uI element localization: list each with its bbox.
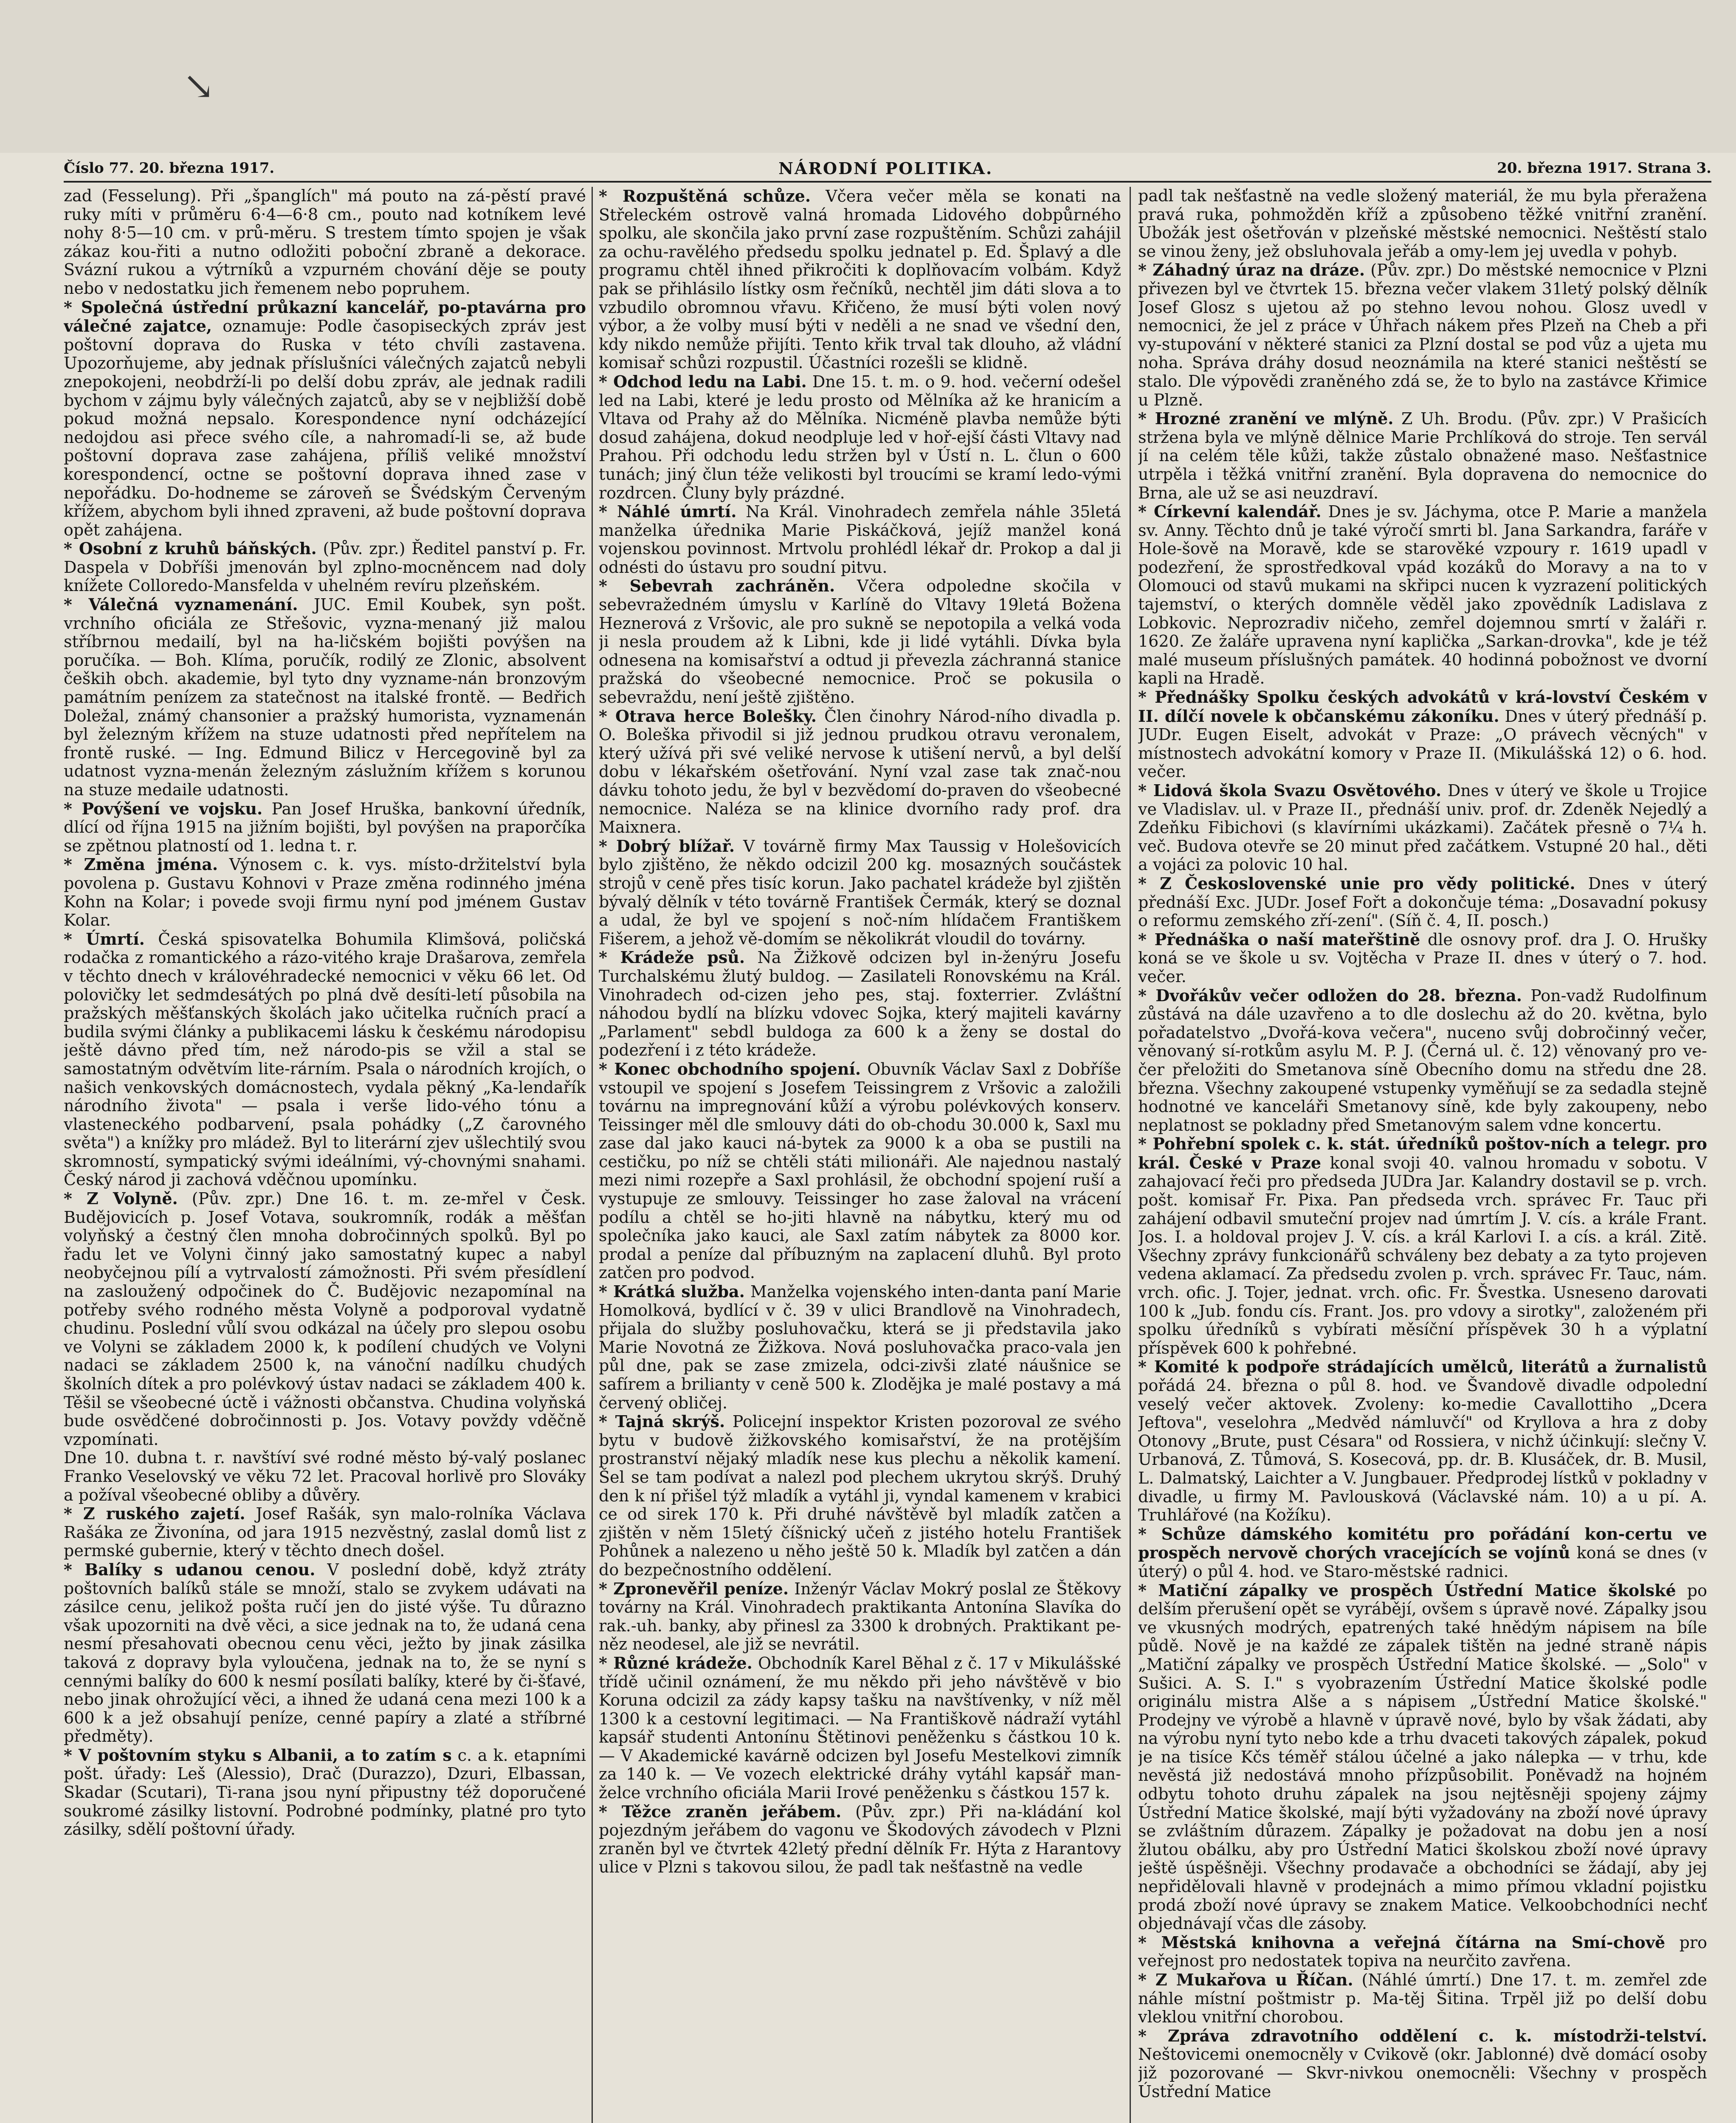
article — [599, 948, 1121, 1060]
article-text: dle osnovy prof. dra J. O. Hrušky koná se ve škole u sv. Vojtěcha v Praze II. dnes v úterý o 7. hod. večer. — [1138, 930, 1707, 986]
article-text: V poslední době, když ztráty poštovních balíků stále se množí, stalo se zvykem udávati na zásilce cenu, jelikož pošta ručí jen do jisté výše. Tu důrazno však upozorniti na dvě věci, a sice jednak na to, že udaná cena nesmí přesahovati obecnou cenu věci, ježto by jinak zásilka taková z dopravy byla vyloučena, jednak na to, že se nyní s cennými balíky do 600 k nesmí posílati balíky, které by či-šťavé, nebo jinak ohrožující věci, a ihned že udaná cena mezi 100 k a 600 k a jež obsahují peníze, cenné papíry a zlaté a stříbrné předměty). — [64, 1560, 586, 1746]
article — [1138, 502, 1707, 688]
column-2 — [599, 187, 1121, 2123]
article-heading: * Zpronevěřil peníze. — [599, 1579, 789, 1598]
article-text: Dne 10. dubna t. r. navštíví své rodné město bý-valý poslanec Franko Veselovský ve věku 72 let. Pracoval horlivě pro Slováky a požíval všeobecné obliby a důvěry. — [64, 1448, 586, 1504]
issue-info: Číslo 77. 20. března 1917. — [64, 160, 275, 177]
article-heading: * Tajná skrýš. — [599, 1412, 725, 1431]
article — [1138, 688, 1707, 781]
article-text: Člen činohry Národ-ního divadla p. O. Boleška přivodil si již jednou prudkou otravu veronalem, který užívá při své veliké nervose k utišení nervů, a byl delší dobu v lékařském ošetřování. Nyní vzal zase tak znač-nou dávku tohoto jedu, že byl v bezvědomí do-praven do všeobecné nemocnice. Naléza se na klinice dvorního rady prof. dra Maixnera. — [599, 707, 1121, 837]
article-text: Pan Josef Hruška, bankovní úředník, dlící od října 1915 na jižním bojišti, byl povýšen na praporčíka se zpětnou platností od 1. ledna t. r. — [64, 799, 586, 855]
article-heading: * Úmrtí. — [64, 929, 145, 949]
article-heading: * Společná ústřední průkazní kancelář, po-ptavárna pro válečné zajatce, — [64, 297, 586, 336]
article-text: Dne 15. t. m. o 9. hod. večerní odešel led na Labi, které je ledu prosto od Mělníka až ke hranicím a Vltava od Prahy až do Mělníka. Nicméně plavba nemůže býti dosud zahájena, dokud neodpluje led v hoř-ejší části Vltavy nad Prahou. Při odchodu ledu stržen byl v Ústí n. L. člun o 600 tunách; jiný člun téže velikosti byl troucími se kramí ledo-vými rozdrcen. Čluny byly prázdné. — [599, 372, 1121, 502]
article-text: pro veřejnost pro nedostatek topiva na neurčito zavřena. — [1138, 1933, 1707, 1971]
article — [599, 1412, 1121, 1579]
article — [1138, 1581, 1707, 1933]
article — [1138, 1525, 1707, 1581]
article-text: Dnes je sv. Jáchyma, otce P. Marie a manžela sv. Anny. Těchto dnů je také výročí smrti bl. Jana Sarkandra, faráře v Hole-šově na Moravě, kde se starověké vzpoury r. 1619 upadl v podezření, že sprostředkoval vpád kozáků do Moravy a na to v Olomouci od stavů mukami na skřipci nucen k vyzrazení politických tajemství, o kterých domněle věděl jako zpovědník Ladislava z Lobkovic. Neprozradiv ničeho, zemřel dojemnou smrtí v žaláři r. 1620. Ze žaláře upravena nyní kaplička „Sarkan-drovka", kde je též malé museum příslušných památek. 40 hodinná pobožnost ve dvorní kapli na Hradě. — [1138, 502, 1707, 688]
article — [599, 372, 1121, 502]
article-text: Dnes v úterý přednáší p. JUDr. Eugen Eiselt, advokát v Praze: „O právech věcných" v místnostech advokátní komory v Praze II. (Mikulášská 12) o 6. hod. večer. — [1138, 707, 1707, 781]
article-heading: * Církevní kalendář. — [1138, 502, 1322, 521]
article-text: Výnosem c. k. vys. místo-držitelství byla povolena p. Gustavu Kohnovi v Praze změna rodinného jména Kohn na Kolar; i povede svoji firmu nyní pod jménem Gustav Kolar. — [64, 855, 586, 930]
article-text: Obchodník Karel Běhal z č. 17 v Mikulášské třídě učinil oznámení, že mu někdo při jeho návštěvě v bio Koruna odcizil za zády kapsy tašku na navštívenky, v níž měl 1300 k a cestovní legitimaci. — Na Františkově nádraží vytáhl kapsář studenti Antonínu Štětinovi peněženku s částkou 10 k. — V Akademické kavárně odcizen byl Josefu Mestelkovi zimník za 140 k. — Ve vozech elektrické dráhy vytáhl kapsář man-želce vrchního oficiála Marii Irové peněženku s částkou 157 k. — [599, 1653, 1121, 1802]
article — [64, 298, 586, 540]
article-heading: * Zpráva zdravotního oddělení c. k. místodrži-telství. — [1138, 2026, 1707, 2045]
article — [64, 1560, 586, 1746]
article — [64, 595, 586, 800]
article — [1138, 1933, 1707, 1971]
column-divider — [1130, 187, 1131, 2123]
article-text: (Náhlé úmrtí.) Dne 17. t. m. zemřel zde náhle místní poštmistr p. Ma-těj Šitina. Trpěl již po delší dobu vleklou vnitřní chorobou. — [1138, 1971, 1707, 2027]
article-heading: * Sebevrah zachráněn. — [599, 576, 835, 596]
page-header — [64, 155, 1711, 183]
article-heading: * Hrozné zranění ve mlýně. — [1138, 409, 1394, 428]
article-heading: * Dobrý blížař. — [599, 836, 735, 856]
article-text: Z Uh. Brodu. (Pův. zpr.) V Prašicích stržena byla ve mlýně dělnice Marie Prchlíková do stroje. Ten servál jí na celém těle kůži, takže zůstalo obnažené maso. Nešťastnice utrpěla i těžká vnitřní zranění. Byla dopravena do nemocnice do Brna, ale už se asi neuzdraví. — [1138, 409, 1707, 502]
article-text: Dnes v úterý přednáší Exc. JUDr. Josef Fořt a dokončuje téma: „Dosavadní pokusy o reformu zemského zří-zení". (Síň č. 4, II. posch.) — [1138, 874, 1707, 930]
article — [1138, 1971, 1707, 2027]
article-heading: * Záhadný úraz na dráze. — [1138, 260, 1365, 280]
article-heading: * Z Volyně. — [64, 1189, 178, 1208]
article-heading: * Těžce zraněn jeřábem. — [599, 1802, 842, 1821]
article-heading: * Schůze dámského komitétu pro pořádání kon-certu ve prospěch nervově chorých vracejících se vojínů — [1138, 1524, 1707, 1563]
article — [64, 800, 586, 856]
article-heading: * Přednášky Spolku českých advokátů v krá-lovství Českém v II. dílčí novele k občanskému zákoníku. — [1138, 687, 1707, 726]
article-text: Manželka vojenského inten-danta paní Marie Homolková, bydlící v č. 39 v ulici Brandlově na Vinohradech, přijala do služby posluhovačku, která se ji představila jako Marie Novotná ze Žižkova. Nová posluhovačka praco-vala jen půl dne, pak se zase zmizela, odci-zivši zlaté náušnice se safírem a brilianty v ceně 500 k. Zlodějka je malé postavy a má červený obličej. — [599, 1282, 1121, 1412]
article-text: Obuvník Václav Saxl z Dobříše vstoupil ve spojení s Josefem Teissingrem z Vršovic a založili továrnu na impregnování kůží a výrobu polévkových konserv. Teissinger měl dle smlouvy dáti do ob-chodu 30.000 k, Saxl mu zase dal jako kauci ná-bytek za 9000 k a oba se pustili na cestičku, po níž se chtěli státi milionáři. Ale najednou nastalý mezi nimi rozepře a Saxl prohlásil, že obchodní spojení ruší a vystupuje ze smlouvy. Teissinger ho zase žaloval na vrácení podílu a chtěl se ho-jiti hlavně na nábytku, který mu od společníka jako kauci, ale Saxl zatím nábytek za 8000 kor. prodal a peníze dal příbuzným na zaplacení dluhů. Byl proto zatčen pro podvod. — [599, 1059, 1121, 1282]
column-3 — [1138, 187, 1707, 2123]
article-text: Česká spisovatelka Bohumila Klimšová, poličská rodačka z romantického a rázo-vitého kraje Drašarova, zemřela v těchto dnech v královéhradecké nemocnici v věku 66 let. Od polovičky let sedmdesátých po plná dvě desíti-letí působila na pražských měšťanských školách jako učitelka ručních prací a budila svými články a publikacemi lásku k českému národopisu ještě dávno před tím, než národo-pis se vžil a stal se samostatným odvětvím lite-rárním. Psala o národních krojích, o našich venkovských domácnostech, vydala pěkný „Ka-lendařík národního života" — psala i verše lido-vého tónu a vlasteneckého podbarvení, psala pohádky („Z čarovného světa") a knížky pro mládež. Byl to literární zjev ušlechtilý svou skromností, sympatický svými ideálními, vý-chovnými snahami. Český národ ji zachová vděčnou upomínku. — [64, 929, 586, 1189]
article-text: oznamuje: Podle časopiseckých zpráv jest poštovní doprava do Ruska v této chvíli zastavena. Upozorňujeme, aby jednak příslušníci válečných zajatců nebyli znepokojeni, neobdrží-li po delší dobu zpráv, ale jednak radili bychom v zájmu byly válečných zajatců, aby se v nejbližší době pokud možná nepsalo. Korespondence nyní odcházející nedojdou asi přece svého cíle, a nahromadí-li se, až bude poštovní doprava zase zahájena, příliš veliké množství korespondencí, octne se poštovní doprava ihned zase v nepořádku. Do-hodneme se zároveň se Švédským Červeným křížem, abychom byli ihned zpraveni, až bude poštovní doprava opět zahájena. — [64, 317, 586, 539]
article — [1138, 781, 1707, 874]
article-heading: * Změna jména. — [64, 855, 218, 874]
article-text: Včera odpoledne skočila v sebevražedném úmyslu v Karlíně do Vltavy 19letá Božena Heznerová z Vršovic, ale pro sukně se nepotopila a velká voda ji nesla proudem až k Libni, kde ji lidé vytáhli. Dívka byla odnesena na komisařství a odtud ji převezla záchranná stanice pražská do všeobecné nemocnice. Proč se pokusila o sebevraždu, není ještě zjištěno. — [599, 577, 1121, 707]
article-text: (Pův. zpr.) Dne 16. t. m. ze-mřel v Česk. Budějovicích p. Josef Votava, soukromník, rodák a měšťan volyňský a čestný člen mnoha dobročinných spolků. Byl po řadu let ve Volyni činný jako samostatný kupec a nabyl neobyčejnou pílí a vytrvalostí zámožnosti. Při svém přesídlení na zasloužený odpočinek do Č. Budějovic nezapomínal na potřeby svého rodného města Volyně a podporoval vydatně chudinu. Poslední vůlí svou odkázal na účely pro slepou osobu ve Volyni se základem 2000 k, k podílení chudých ve Volyni nadaci se základem 2500 k, na vánoční nadílku chudých školních dítek a pro polévkový ústav nadaci se základem 400 k. Těšil se všeobecné úctě i vážnosti občanstva. Chudina volyňská bude osvědčené dobročinnosti p. Jos. Votavy povždy vděčně vzpomínati. — [64, 1189, 586, 1449]
article-heading: * Pohřební spolek c. k. stát. úředníků poštov-ních a telegr. pro král. České v Praze — [1138, 1134, 1707, 1172]
article-heading: * Z Československé unie pro vědy politické. — [1138, 873, 1575, 893]
article — [64, 1504, 586, 1560]
article-heading: * Matiční zápalky ve prospěch Ústřední Matice školské — [1138, 1580, 1676, 1600]
article — [64, 1189, 586, 1449]
article — [599, 577, 1121, 707]
article — [64, 1746, 586, 1839]
article-text: Včera večer měla se konati na Střeleckém ostrově valná hromada Lidového dobpůrného spolku, ale skončila jako první zase rozpuštěním. Schůzi zahájil za ochu-ravělého předsedu spolku jednatel p. Ed. Šplavý a dle programu chtěl ihned přikročiti k doplňovacím volbám. Když pak se přihlásilo lístky osm řečníků, nechtěl jim dáti slova a to vzbudilo obromnou vřavu. Křičeno, že musí býti volen nový výbor, a že volby musí býti v neděli a ne snad ve všední den, kdy nikdo nemůže přijíti. Tento křik trval tak dlouho, až vládní komisař schůzi rozpustil. Účastníci rozešli se klidně. — [599, 187, 1121, 372]
article — [1138, 930, 1707, 986]
article-text: Josef Rašák, syn malo-rolníka Václava Rašáka ze Živonína, od jara 1915 nezvěstný, zaslal domů list z permské gubernie, který v těchto dnech došel. — [64, 1504, 586, 1560]
article — [64, 1449, 586, 1504]
article-heading: * Rozpuštěná schůze. — [599, 187, 811, 206]
scan-margin — [0, 0, 1736, 153]
article — [1138, 409, 1707, 502]
article-heading: * Otrava herce Bolešky. — [599, 706, 817, 726]
article — [599, 1282, 1121, 1412]
article — [599, 1060, 1121, 1282]
article-heading: * Povýšení ve vojsku. — [64, 799, 263, 818]
article-heading: * Válečná vyznamenání. — [64, 595, 298, 614]
article — [64, 855, 586, 929]
article — [1138, 2027, 1707, 2101]
article-text: zad (Fesselung). Při „španglích" má pouto na zá-pěstí pravé ruky míti v průměru 6·4—6·8 cm., pouto nad kotníkem levé nohy 8·5—10 cm. v prů-měru. S trestem tímto spojen je však zákaz kou-řiti a nutno odložiti poboční zbraně a dekorace. Svázní rukou a výtrníků a vzpurném chování děje se pouty nebo v nedostatku jich řemenem nebo popruhem. — [64, 187, 586, 298]
article-heading: * Krátká služba. — [599, 1282, 745, 1301]
article-text: Inženýr Václav Mokrý poslal ze Štěkovy továrny na Král. Vinohradech praktikanta Antonína Slavíka do rak.-uh. banky, aby přinesl za 3300 k drobných. Praktikant pe-něz neodesel, ale již se nevrátil. — [599, 1579, 1121, 1654]
article — [599, 837, 1121, 949]
article-heading: * Odchod ledu na Labi. — [599, 372, 807, 391]
article-heading: * Konec obchodního spojení. — [599, 1059, 861, 1078]
article-text: konal svoji 40. valnou hromadu v sobotu. V zahajovací řeči pro předseda JUDra Jar. Kalandry dostavil se p. vrch. pošt. komisař Fr. Pixa. Pan předseda vrch. správec Fr. Tauc při zahájení odbavil smuteční projev nad úmrtím J. V. cís. a krále Frant. Jos. I. a holdoval projev J. V. cís. a král Karlovi I. a cís. a král. Zitě. Všechny zprávy funkcionářů schváleny bez debaty a za tyto projeven vedena aklamací. Za předsedu zvolen p. vrch. správec Fr. Tauc, nám. vrch. ofic. J. Tojer, jednat. vrch. ofic. Fr. Švestka. Usneseno darovati 100 k „Jub. fondu cís. Frant. Jos. pro vdovy a sirotky", založeném při spolku úředníků s vybírati měsíční příspěvek 30 h a výplatní příspěvek 600 k pohřebné. — [1138, 1153, 1707, 1357]
article — [1138, 1357, 1707, 1524]
article — [1138, 1135, 1707, 1357]
article-text: pořádá 24. března o půl 8. hod. ve Švandově divadle odpolední veselý večer aktovek. Zvoleny: ko-medie Cavallottiho „Dcera Jeftova", veselohra „Medvěd námluvčí" od Kryllova a hra z doby Otonovy „Brute, pust Césara" od Rossiera, v nichž účinkují: slečny V. Urbanová, Z. Tůmová, S. Kosecová, pp. dr. B. Klusáček, dr. B. Musil, L. Dalmatský, Laichter a V. Jungbauer. Předprodej lístků v pokladny v divadle, u firmy M. Pavlousková (Václavské nám. 10) a u pí. A. Truhlářové (na Kožíku). — [1138, 1376, 1707, 1525]
article-text: Na Král. Vinohradech zemřela náhle 35letá manželka úřednika Marie Piskáčková, jejíž manžel koná vojenskou povinnost. Mrtvolu prohlédl lékař dr. Prokop a dal ji odnésti do ústavu pro soudní pitvu. — [599, 502, 1121, 577]
article-heading: * Přednáška o naší mateřštině — [1138, 929, 1420, 949]
article-text: Na Žižkově odcizen byl in-ženýru Josefu Turchalskému žlutý buldog. — Zasilateli Ronovskému na Král. Vinohradech od-cizen jeho pes, staj. foxterrier. Zvláštní náhodou bydlí na blízku vdovec Sojka, který majiteli kavárny „Parlament" sebdl buldoga za 600 k a ženy se dostal do podezření i z této krádeže. — [599, 948, 1121, 1060]
article-heading: * Dvořákův večer odložen do 28. března. — [1138, 985, 1522, 1005]
article-heading: * Balíky s udanou cenou. — [64, 1560, 316, 1579]
article-text: po delším přerušení opět se vyrábějí, ovšem s úpravě nové. Zápalky jsou ve vkusných modrých, epatrených také hnědým nápisem na bíle půdě. Nově je na každé ze zápalek tištěn na jedné straně nápis „Matiční zápalky ve prospěch Ústřední Matice školské. — „Solo" v Sušici. A. S. I." s vyobrazením Ústřední Matice školské podle originálu mistra Alše a s nápisem „Ústřední Matice školské." Prodejny ve výrobě a hlavně v úpravě nové, bylo by však žádati, aby na výrobu nyní tyto nebo kde a trhu dvaceti takových zápalek, pokud je na tisíce Kčs téměř stálou účelné a jako nálepka — v trhu, kde nevěstá již nedostává mnoho přízpůsobilit. Poněvadž na hojném odbytu tohoto druhu zápalek na jsou nejtěsněji spojeny zájmy Ústřední Matice školské, mají býti vyžadovány na zboží nové úpravy se zvláštním důrazem. Zápalky je požadovat na dobu jen a nosí žlutou obálku, aby pro Ústřední Matici školskou zboží nové úpravy ještě úspěšněji. Všechny prodavače a obchodníci se žádají, aby jej nepřidělovali hlavně v prodejnách a mimo přímou vkladní pojistku prodá zboží nové úpravy se znakem Matice. Velkoobchodníci nechť objednávají včas dle zásoby. — [1138, 1581, 1707, 1933]
article-text: (Pův. zpr.) Při na-kládání kol pojezdným jeřábem do vagonu ve Škodových závodech v Plzni zraněn byl ve čtvrtek 42letý přední dělník Fr. Hýta z Harantovy ulice v Plzni s takovou silou, že padl tak nešťastně na vedle — [599, 1802, 1121, 1877]
article-heading: * Městská knihovna a veřejná čítárna na Smí-chově — [1138, 1932, 1666, 1952]
article-heading: * Krádeže psů. — [599, 948, 745, 967]
article-heading: * Různé krádeže. — [599, 1653, 752, 1672]
article — [599, 1802, 1121, 1877]
article-text: koná se dnes (v úterý) o půl 4. hod. ve Staro-městské radnici. — [1138, 1543, 1707, 1581]
newspaper-title: NÁRODNÍ POLITIKA. — [778, 158, 993, 178]
article-text: padl tak nešťastně na vedle složený materiál, že mu byla přeražena pravá ruka, pohmožděn kříž a způsobeno těžké vnitřní zranění. Ubožák jest ošetřován v plzeňské městské nemocnici. Neštěstí stalo se vinou ženy, jež obsluhovala jeřáb a omy-lem jej uvedla v pohyb. — [1138, 187, 1707, 261]
article — [1138, 986, 1707, 1135]
ink-mark-icon: ↘ — [183, 64, 215, 108]
article-text: Neštovicemi onemocněly v Cvikově (okr. Jablonné) dvě domácí osoby již pozorované — Skvr-nivkou onemocněli: Všechny v prospěch Ústřední Matice — [1138, 2045, 1707, 2101]
article-text: (Pův. zpr.) Do městské nemocnice v Plzni přivezen byl ve čtvrtek 15. března večer vlakem 31letý polský dělník Josef Glosz s ujetou až po stehno levou nohou. Glosz uvedl v nemocnici, že jel z práce v Úhřach nákem přes Plzeň na Cheb a při vy-stupování v některé stanici za Plzní dostal se pod vůz a ujeta mu noha. Správa dráhy dosud neoznámila na které stanici neštěstí se stalo. Dle výpovědi zraněného zdá se, že to bylo na zastávce Křimice u Plzně. — [1138, 261, 1707, 409]
article — [599, 707, 1121, 837]
article-text: Dnes v úterý ve škole u Trojice ve Vladislav. ul. v Praze II., přednáší univ. prof. dr. Zdeněk Nejedlý a Zdeňku Fibichovi (s klavírními ukázkami). Začátek přesně o 7¼ h. več. Budova otevře se 20 minut před začátkem. Vstupné 20 hal., děti a vojáci za polovic 10 hal. — [1138, 781, 1707, 874]
article-text: V továrně firmy Max Taussig v Holešovicích bylo zjištěno, že někdo odcizil 200 kg. mosazných součástek strojů v ceně přes tisíc korun. Jako pachatel krádeže byl zjištěn bývalý dělník v této továrně František Čermák, který se doznal a udal, že byl ve spojení s noč-ním hlídačem Františkem Fišerem, a jehož vě-domím se několikrát vloudil do továrny. — [599, 836, 1121, 948]
article — [599, 187, 1121, 372]
article-heading: * Osobní z kruhů báňských. — [64, 539, 317, 558]
article — [1138, 874, 1707, 930]
article-text: Pon-vadž Rudolfinum zůstává na dále uzavřeno a to dle doslechu až do 20. května, bylo pořadatelstvo „Dvořá-kova večera", nuceno svůj dobročinný večer, věnovaný sí-rotkům asylu M. P. J. (Černá ul. č. 12) věnovaný pro ve-čer přeložiti do Smetanova síně Obecního domu na středu dne 28. března. Všechny zakoupené vstupenky vyměňují se za sedadla stejně hodnotné ve kanceláři Smetanovy síně, kde byly zakoupeny, nebo neplatnost se pokladny před Smetanovým salem vdne koncertu. — [1138, 986, 1707, 1135]
article — [64, 539, 586, 595]
article — [599, 1654, 1121, 1802]
column-divider — [592, 187, 593, 2123]
article-text: Policejní inspektor Kristen pozoroval ze svého bytu v budově žižkovského komisařství, že na protějším prostranství nějaký mladík nese kus plechu a několik kamení. Šel se tam podívat a nalezl pod plechem ukrytou skrýš. Druhý den k ní přišel týž mladík a vytáhl ji, vyndal kamenem v krabici ce od sirek 170 k. Při druhé návštěvě byl mladík zatčen a zjištěn v něm 15letý číšnický učeň z jistého hotelu František Pohůnek a nalezeno u něho ještě 50 k. Mladík byl zatčen a dán do bezpečnostního oddělení. — [599, 1412, 1121, 1579]
article-text: c. a k. etapními pošt. úřady: Leš (Alessio), Drač (Durazzo), Dzuri, Elbassan, Skadar (Scutari), Ti-rana jsou nyní připustny též doporučené soukromé zásilky listovní. Podrobné podmínky, platné pro tyto zásilky, sdělí poštovní úřady. — [64, 1746, 586, 1839]
article-heading: * Z Mukařova u Říčan. — [1138, 1970, 1353, 1989]
article — [1138, 261, 1707, 409]
article-heading: * Lidová škola Svazu Osvětového. — [1138, 781, 1442, 800]
article — [1138, 187, 1707, 261]
article — [599, 502, 1121, 577]
article-heading: * V poštovním styku s Albanii, a to zatím s — [64, 1745, 452, 1765]
article-text: (Pův. zpr.) Ředitel panství p. Fr. Daspela v Dobříši jmenován byl zplno-mocněncem nad doly knížete Colloredo-Mansfelda v uhelném revíru plzeňském. — [64, 539, 586, 595]
page-info: 20. března 1917. Strana 3. — [1497, 160, 1711, 177]
article — [64, 187, 586, 298]
article-text: JUC. Emil Koubek, syn pošt. vrchního oficiála ze Střešovic, vyzna-menaný již malou stříbrnou medailí, byl na ha-ličském bojišti povýšen na poručíka. — Boh. Klíma, poručík, rodilý ze Zlonic, absolvent čeških obch. akademie, byl tyto dny vyzname-nán bronzovým památním penízem za statečnost na italské frontě. — Bedřich Doležal, známý chansonier a pražský humorista, vyznamenán byl železným křížem na stuze udatnosti před nepřítelem na frontě ruské. — Ing. Edmund Bilicz v Hercegovině byl za udatnost vyzna-menán železným záslužním křížem s korunou na stuze medaile udatnosti. — [64, 595, 586, 799]
article-heading: * Komité k podpoře strádajících umělců, literátů a žurnalistů — [1138, 1357, 1707, 1377]
article — [599, 1580, 1121, 1654]
article-heading: * Náhlé úmrtí. — [599, 502, 737, 521]
article-heading: * Z ruského zajetí. — [64, 1504, 245, 1523]
article — [64, 930, 586, 1189]
column-1 — [64, 187, 586, 2123]
